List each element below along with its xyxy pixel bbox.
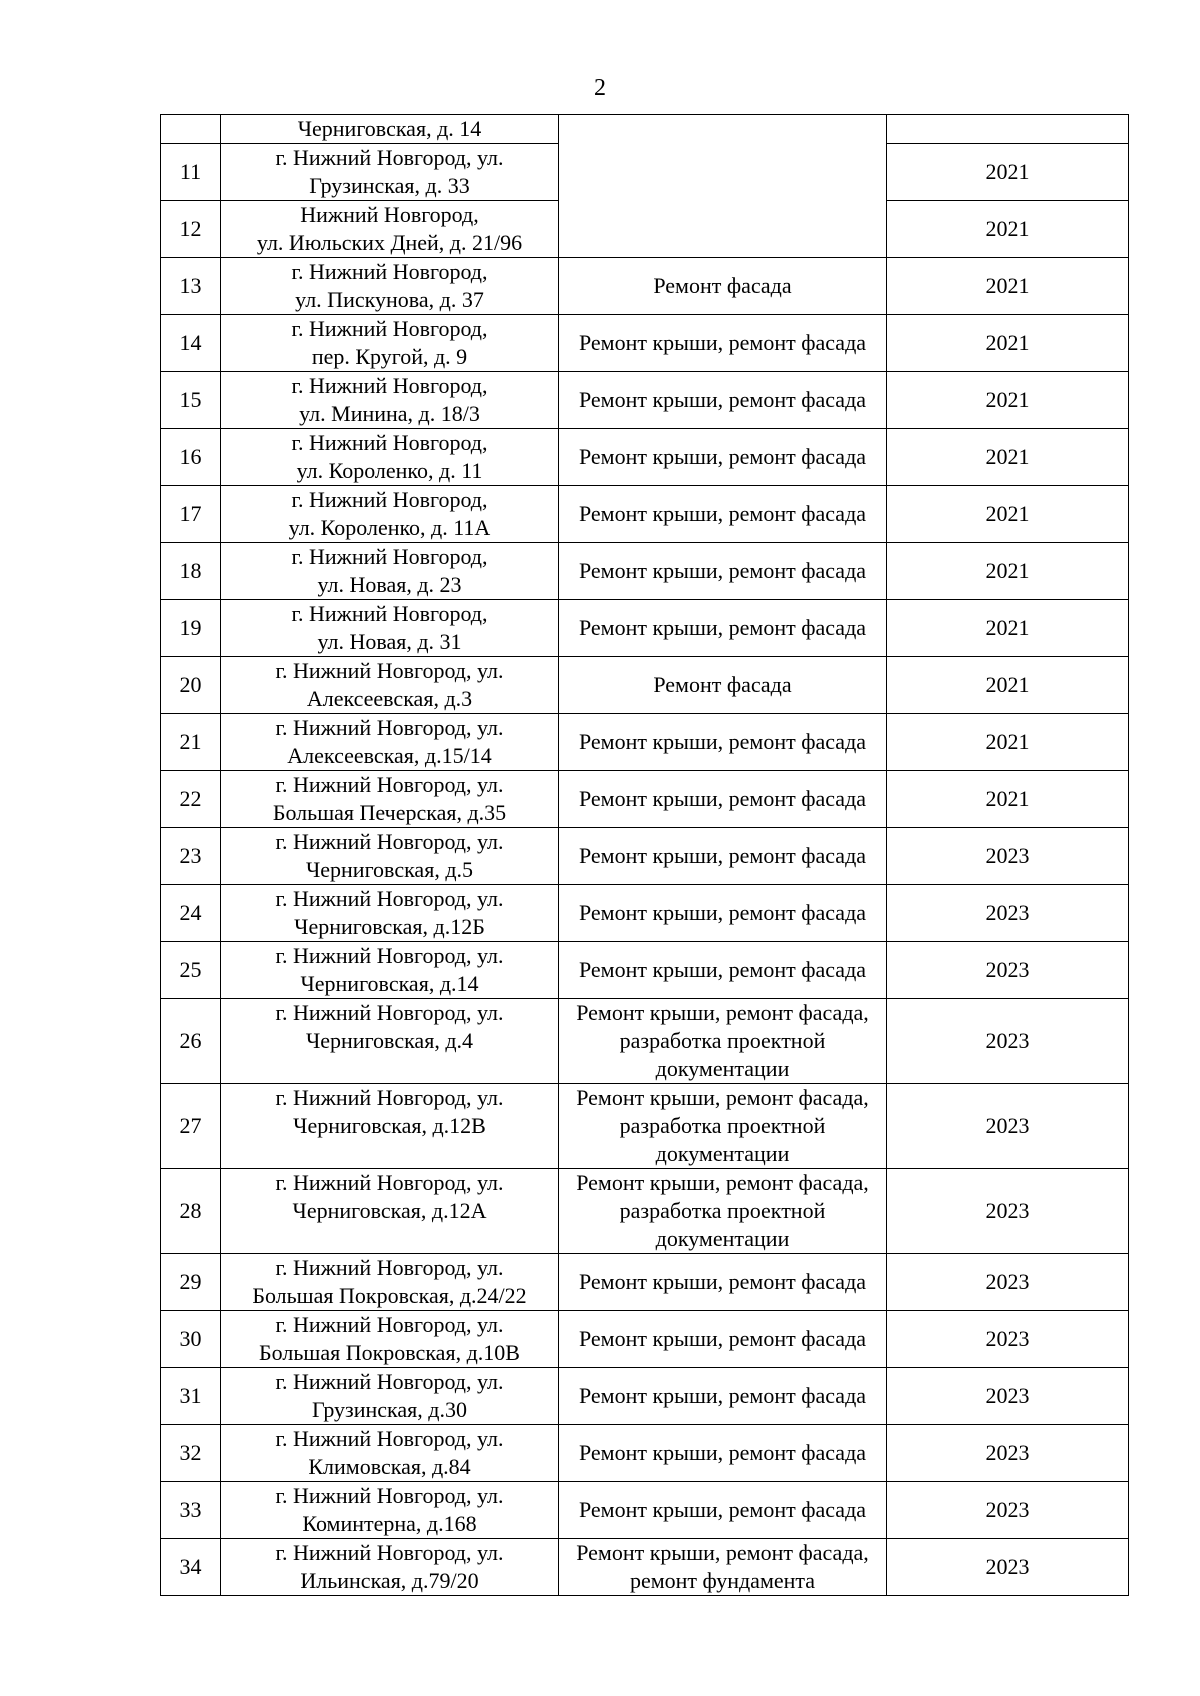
address-cell-line: Алексеевская, д.3 <box>306 686 473 711</box>
address-cell <box>221 600 559 657</box>
row-number: 23 <box>161 828 221 885</box>
year-cell: 2023 <box>887 942 1129 999</box>
row-number: 27 <box>161 1084 221 1169</box>
work-cell-line: Ремонт крыши, ремонт фасада <box>578 558 867 583</box>
year-cell: 2021 <box>887 771 1129 828</box>
address-cell-line: ул. Июльских Дней, д. 21/96 <box>256 230 523 255</box>
year-cell: 2023 <box>887 1169 1129 1254</box>
row-number: 15 <box>161 372 221 429</box>
table-row <box>161 1482 1129 1539</box>
address-cell-line: Черниговская, д.12В <box>293 1113 486 1138</box>
work-cell <box>559 315 887 372</box>
address-cell <box>221 1368 559 1425</box>
table-row <box>161 486 1129 543</box>
row-number: 17 <box>161 486 221 543</box>
address-cell <box>221 714 559 771</box>
work-cell <box>559 1084 887 1169</box>
work-cell <box>559 885 887 942</box>
works-table-body <box>161 115 1129 1596</box>
work-cell-line: Ремонт фасада <box>653 273 792 298</box>
address-cell <box>221 1169 559 1254</box>
table-row <box>161 657 1129 714</box>
work-cell-line: Ремонт крыши, ремонт фасада <box>578 900 867 925</box>
address-cell-line: Черниговская, д.12А <box>292 1198 487 1223</box>
table-row <box>161 1539 1129 1596</box>
table-row <box>161 429 1129 486</box>
address-cell-line <box>223 1055 556 1083</box>
work-cell-line: разработка проектной <box>619 1198 826 1223</box>
table-row <box>161 600 1129 657</box>
row-number: 34 <box>161 1539 221 1596</box>
year-cell: 2023 <box>887 1482 1129 1539</box>
address-cell <box>221 258 559 315</box>
work-cell-line: документации <box>655 1056 790 1081</box>
work-cell-line: Ремонт крыши, ремонт фасада <box>578 615 867 640</box>
row-number: 13 <box>161 258 221 315</box>
table-row <box>161 372 1129 429</box>
table-row <box>161 1311 1129 1368</box>
work-cell-line: Ремонт крыши, ремонт фасада <box>578 387 867 412</box>
address-cell-line: Нижний Новгород, <box>300 202 479 227</box>
year-cell: 2023 <box>887 1539 1129 1596</box>
row-number: 30 <box>161 1311 221 1368</box>
year-cell: 2021 <box>887 315 1129 372</box>
address-cell-line: г. Нижний Новгород, ул. <box>275 829 504 854</box>
year-cell: 2023 <box>887 1311 1129 1368</box>
address-cell-line: г. Нижний Новгород, ул. <box>275 1085 504 1110</box>
address-cell-line: г. Нижний Новгород, <box>291 487 488 512</box>
work-cell-line: Ремонт крыши, ремонт фасада <box>578 1269 867 1294</box>
work-cell-line: ремонт фундамента <box>629 1568 816 1593</box>
work-cell-line: Ремонт крыши, ремонт фасада <box>578 1383 867 1408</box>
address-cell <box>221 543 559 600</box>
work-cell <box>559 429 887 486</box>
year-cell: 2023 <box>887 1084 1129 1169</box>
address-cell-line: г. Нижний Новгород, <box>291 259 488 284</box>
work-cell-line: Ремонт крыши, ремонт фасада, <box>576 1085 869 1110</box>
address-cell-line: г. Нижний Новгород, ул. <box>275 943 504 968</box>
address-cell-line: Большая Покровская, д.10В <box>259 1340 520 1365</box>
table-row <box>161 115 1129 144</box>
table-row <box>161 714 1129 771</box>
address-cell-line: ул. Короленко, д. 11 <box>296 458 483 483</box>
year-cell <box>887 115 1129 144</box>
work-cell-line: Ремонт крыши, ремонт фасада <box>578 330 867 355</box>
address-cell <box>221 372 559 429</box>
address-cell <box>221 486 559 543</box>
address-cell <box>221 1425 559 1482</box>
row-number: 19 <box>161 600 221 657</box>
row-number: 11 <box>161 144 221 201</box>
address-cell-line: Черниговская, д.4 <box>305 1028 474 1053</box>
row-number: 32 <box>161 1425 221 1482</box>
year-cell: 2021 <box>887 372 1129 429</box>
work-cell <box>559 771 887 828</box>
address-cell-line: Грузинская, д.30 <box>312 1397 467 1422</box>
work-cell <box>559 828 887 885</box>
address-cell <box>221 1254 559 1311</box>
row-number: 25 <box>161 942 221 999</box>
work-cell-line: Ремонт крыши, ремонт фасада, <box>576 1540 869 1565</box>
address-cell-line <box>223 1225 556 1253</box>
year-cell: 2021 <box>887 657 1129 714</box>
work-cell <box>559 999 887 1084</box>
work-cell <box>559 657 887 714</box>
work-cell-line: Ремонт крыши, ремонт фасада <box>578 729 867 754</box>
year-cell: 2021 <box>887 201 1129 258</box>
work-cell-line: Ремонт крыши, ремонт фасада <box>578 843 867 868</box>
row-number: 29 <box>161 1254 221 1311</box>
table-row <box>161 258 1129 315</box>
year-cell: 2021 <box>887 429 1129 486</box>
address-cell-line: г. Нижний Новгород, ул. <box>275 715 504 740</box>
row-number: 14 <box>161 315 221 372</box>
address-cell-line: Большая Покровская, д.24/22 <box>252 1283 527 1308</box>
work-cell <box>559 1425 887 1482</box>
address-cell-line: ул. Минина, д. 18/3 <box>299 401 480 426</box>
work-cell <box>559 486 887 543</box>
address-cell-line: Грузинская, д. 33 <box>309 173 470 198</box>
works-table <box>160 114 1129 1596</box>
table-row <box>161 828 1129 885</box>
year-cell: 2021 <box>887 144 1129 201</box>
work-cell <box>559 543 887 600</box>
address-cell-line: пер. Кругой, д. 9 <box>311 344 468 369</box>
address-cell <box>221 144 559 201</box>
row-number: 26 <box>161 999 221 1084</box>
row-number: 16 <box>161 429 221 486</box>
work-cell-line: документации <box>655 1141 790 1166</box>
year-cell: 2021 <box>887 543 1129 600</box>
work-cell-line: Ремонт крыши, ремонт фасада <box>578 501 867 526</box>
work-cell <box>559 372 887 429</box>
address-cell-line: ул. Новая, д. 23 <box>317 572 462 597</box>
table-row <box>161 885 1129 942</box>
row-number: 20 <box>161 657 221 714</box>
address-cell-line: г. Нижний Новгород, ул. <box>275 886 504 911</box>
address-cell-line: г. Нижний Новгород, <box>291 316 488 341</box>
work-cell-line: Ремонт крыши, ремонт фасада, <box>576 1000 869 1025</box>
address-cell-line: ул. Пискунова, д. 37 <box>295 287 484 312</box>
address-cell <box>221 885 559 942</box>
work-cell-line: разработка проектной <box>619 1113 826 1138</box>
address-cell-line: г. Нижний Новгород, <box>291 373 488 398</box>
table-row <box>161 999 1129 1084</box>
address-cell-line <box>223 1140 556 1168</box>
address-cell <box>221 115 559 144</box>
address-cell-line: ул. Короленко, д. 11А <box>288 515 491 540</box>
year-cell: 2023 <box>887 1254 1129 1311</box>
table-row <box>161 315 1129 372</box>
work-cell <box>559 942 887 999</box>
address-cell-line: Черниговская, д.5 <box>305 857 474 882</box>
address-cell-line: г. Нижний Новгород, ул. <box>275 1483 504 1508</box>
work-cell <box>559 1368 887 1425</box>
table-row <box>161 771 1129 828</box>
year-cell: 2023 <box>887 885 1129 942</box>
address-cell <box>221 771 559 828</box>
address-cell-line: г. Нижний Новгород, ул. <box>275 1369 504 1394</box>
address-cell <box>221 1482 559 1539</box>
work-cell <box>559 1169 887 1254</box>
address-cell <box>221 1311 559 1368</box>
address-cell <box>221 999 559 1084</box>
address-cell-line: Ильинская, д.79/20 <box>300 1568 479 1593</box>
page-number: 2 <box>594 75 606 101</box>
year-cell: 2021 <box>887 258 1129 315</box>
address-cell-line: г. Нижний Новгород, ул. <box>275 145 504 170</box>
address-cell-line: г. Нижний Новгород, ул. <box>275 1312 504 1337</box>
address-cell-line: Черниговская, д.14 <box>300 971 479 996</box>
table-row <box>161 1425 1129 1482</box>
address-cell <box>221 657 559 714</box>
row-number: 31 <box>161 1368 221 1425</box>
table-row <box>161 1254 1129 1311</box>
year-cell: 2021 <box>887 600 1129 657</box>
row-number: 12 <box>161 201 221 258</box>
row-number: 18 <box>161 543 221 600</box>
address-cell-line: г. Нижний Новгород, ул. <box>275 658 504 683</box>
work-cell <box>559 714 887 771</box>
address-cell <box>221 315 559 372</box>
work-cell-line: Ремонт крыши, ремонт фасада <box>578 786 867 811</box>
work-cell <box>559 1539 887 1596</box>
table-row <box>161 1169 1129 1254</box>
address-cell <box>221 942 559 999</box>
year-cell: 2021 <box>887 486 1129 543</box>
work-cell-line: Ремонт крыши, ремонт фасада <box>578 957 867 982</box>
work-cell <box>559 258 887 315</box>
row-number: 33 <box>161 1482 221 1539</box>
year-cell: 2023 <box>887 1425 1129 1482</box>
address-cell-line: ул. Новая, д. 31 <box>317 629 462 654</box>
work-cell-line: Ремонт крыши, ремонт фасада <box>578 1497 867 1522</box>
address-cell <box>221 1539 559 1596</box>
address-cell-line: Алексеевская, д.15/14 <box>287 743 492 768</box>
address-cell <box>221 828 559 885</box>
work-cell-line: Ремонт крыши, ремонт фасада <box>578 1440 867 1465</box>
table-row <box>161 543 1129 600</box>
work-cell-line: документации <box>655 1226 790 1251</box>
address-cell <box>221 201 559 258</box>
address-cell-line: г. Нижний Новгород, ул. <box>275 1000 504 1025</box>
work-cell <box>559 115 887 258</box>
address-cell-line: Черниговская, д. 14 <box>297 116 482 141</box>
work-cell-line: разработка проектной <box>619 1028 826 1053</box>
table-row <box>161 1084 1129 1169</box>
address-cell-line: Коминтерна, д.168 <box>302 1511 477 1536</box>
row-number <box>161 115 221 144</box>
year-cell: 2023 <box>887 1368 1129 1425</box>
address-cell <box>221 1084 559 1169</box>
row-number: 22 <box>161 771 221 828</box>
row-number: 24 <box>161 885 221 942</box>
row-number: 28 <box>161 1169 221 1254</box>
address-cell-line: Климовская, д.84 <box>308 1454 471 1479</box>
address-cell-line: г. Нижний Новгород, <box>291 430 488 455</box>
year-cell: 2023 <box>887 999 1129 1084</box>
year-cell: 2021 <box>887 714 1129 771</box>
address-cell-line: г. Нижний Новгород, ул. <box>275 1255 504 1280</box>
work-cell-line: Ремонт крыши, ремонт фасада, <box>576 1170 869 1195</box>
table-row <box>161 1368 1129 1425</box>
address-cell <box>221 429 559 486</box>
address-cell-line: г. Нижний Новгород, ул. <box>275 772 504 797</box>
address-cell-line: г. Нижний Новгород, ул. <box>275 1540 504 1565</box>
work-cell <box>559 1254 887 1311</box>
address-cell-line: г. Нижний Новгород, <box>291 544 488 569</box>
work-cell-line: Ремонт фасада <box>653 672 792 697</box>
address-cell-line: Черниговская, д.12Б <box>294 914 485 939</box>
address-cell-line: г. Нижний Новгород, ул. <box>275 1426 504 1451</box>
work-cell-line: Ремонт крыши, ремонт фасада <box>578 1326 867 1351</box>
work-cell <box>559 600 887 657</box>
work-cell-line: Ремонт крыши, ремонт фасада <box>578 444 867 469</box>
work-cell <box>559 1311 887 1368</box>
table-row <box>161 942 1129 999</box>
row-number: 21 <box>161 714 221 771</box>
work-cell <box>559 1482 887 1539</box>
address-cell-line: г. Нижний Новгород, ул. <box>275 1170 504 1195</box>
address-cell-line: г. Нижний Новгород, <box>291 601 488 626</box>
year-cell: 2023 <box>887 828 1129 885</box>
address-cell-line: Большая Печерская, д.35 <box>272 800 507 825</box>
